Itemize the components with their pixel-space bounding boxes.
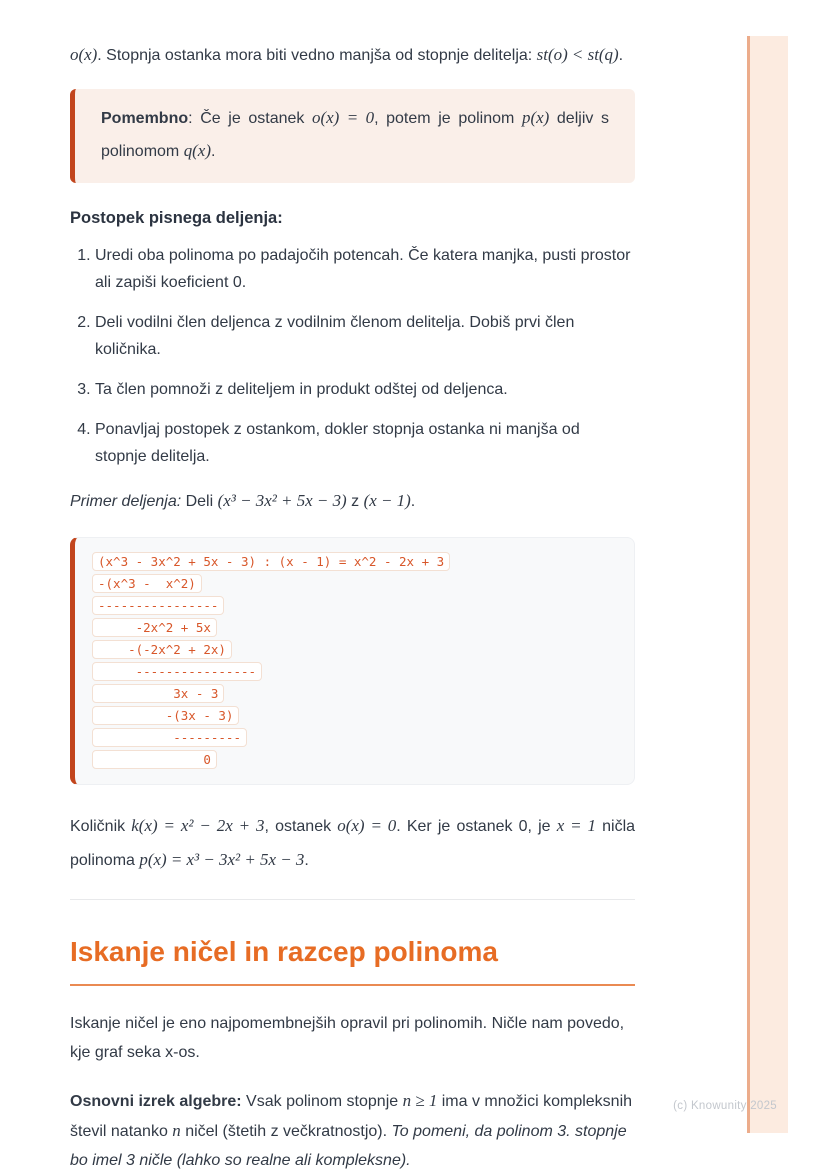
code-line: --------- (92, 727, 618, 749)
code-line: ---------------- (92, 595, 618, 617)
intro-paragraph: o(x). Stopnja ostanka mora biti vedno manjša od stopnje delitelja: st(o) < st(q). (70, 45, 624, 64)
list-item: 2. Deli vodilni člen deljenca z vodilnim členom delitelja. Dobiš prvi člen količnika. (95, 309, 635, 363)
steps-list (70, 242, 635, 470)
section-divider (70, 899, 635, 900)
example-paragraph: Primer deljenja: Deli (x³ − 3x² + 5x − 3) z (x − 1). (70, 491, 416, 510)
right-decoration-bar (747, 36, 788, 1133)
division-code-block (70, 537, 635, 785)
important-callout (70, 89, 635, 183)
code-line: -(3x - 3) (92, 705, 618, 727)
zeros-intro-paragraph: Iskanje ničel je eno najpomembnejših opravil pri polinomih. Ničle nam povedo, kje graf seka x-os. (70, 1015, 625, 1061)
code-line: (x^3 - 3x^2 + 5x - 3) : (x - 1) = x^2 - 2x + 3 (92, 551, 618, 573)
code-line: ---------------- (92, 661, 618, 683)
code-line: -(x^3 - x^2) (92, 573, 618, 595)
theorem-paragraph: Osnovni izrek algebre: Vsak polinom stopnje n ≥ 1 ima v množici kompleksnih števil natanko n ničel (štetih z večkratnostjo). To pomeni, da polinom 3. stopnje bo imel 3 ničle (lahko so realne ali kompleksne). (70, 1091, 633, 1169)
code-line: -(-2x^2 + 2x) (92, 639, 618, 661)
callout-text: Pomembno: Če je ostanek o(x) = 0, potem je polinom p(x) deljiv s polinomom q(x). (101, 108, 610, 160)
code-line: 0 (92, 749, 618, 771)
steps-heading: Postopek pisnega deljenja: (70, 209, 283, 227)
copyright-note: (c) Knowunity 2025 (673, 1100, 777, 1112)
code-line: 3x - 3 (92, 683, 618, 705)
list-item: 4. Ponavljaj postopek z ostankom, dokler stopnja ostanka ni manjša od stopnje delitelja. (95, 416, 635, 470)
section-title: Iskanje ničel in razcep polinoma (70, 934, 635, 986)
document-content (70, 0, 635, 1175)
list-item: 1. Uredi oba polinoma po padajočih potencah. Če katera manjka, pusti prostor ali zapiši koeficient 0. (95, 242, 635, 296)
list-item: 3. Ta člen pomnoži z deliteljem in produkt odštej od deljenca. (95, 376, 635, 403)
code-line: -2x^2 + 5x (92, 617, 618, 639)
result-paragraph: Količnik k(x) = x² − 2x + 3, ostanek o(x) = 0. Ker je ostanek 0, je x = 1 ničla polinoma p(x) = x³ − 3x² + 5x − 3. (70, 816, 636, 869)
